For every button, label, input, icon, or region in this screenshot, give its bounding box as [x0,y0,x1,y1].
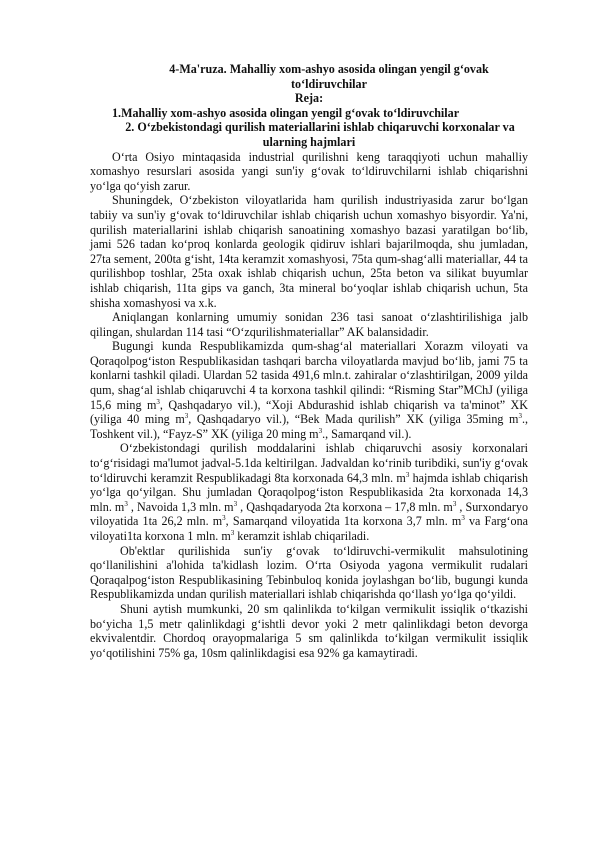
superscript-cubic: 3 [156,397,160,406]
paragraph-6: Ob'ektlar qurilishida sun'iy g‘ovak to‘ldiruvchi-vermikulit mahsulotining qo‘llanilishini a'lohida ta'kidlash lozim. O‘rta Osiyoda yagona vermikulit rudalari Qoraqalpog‘iston Respublikasining Tebinbuloq konida joylashgan bo‘lib, bugungi kunda Respublikamizda undan qurilish materiallari ishlab chiqarishda qo‘llash yo‘lga qo‘yildi. [90,543,528,602]
paragraph-5-part-g: va Farg‘ona viloyati1ta korxona 1 mln. m [90,514,528,543]
superscript-cubic: 3 [452,499,457,508]
paragraph-5-part-a: O‘zbekistondagi qurilish moddalarini ishlab chiqaruvchi asosiy korxonalari to‘g‘risidagi ma'lumot jadval-5.1da keltirilgan. Jadvaldan ko‘rinib turibdiki, sun'iy g‘ovak to‘ldiruvchi keramzit Respublikadagi 8ta korxonada 64,3 mln. m [90,441,528,485]
paragraph-2: Shuningdek, O‘zbekiston viloyatlarida ham qurilish industriyasida zarur bo‘lgan tabiiy va sun'iy g‘ovak to‘ldiruvchilar ishlab chiqarish uchun xomashyo bisyordir. Ya'ni, qurilish materiallarini ishlab chiqarish sanoatining xomashyo bazasi yaratilgan bo‘lib, jami 526 tadan ko‘proq konlarda geologik qidiruv ishlari bajarilmoqda, shu jumladan, 27ta sement, 200ta g‘isht, 14ta keramzit xomashyosi, 75ta qum-shag‘alli materiallar, 44 ta qurilishbop toshlar, 25ta oxak ishlab chiqarish uchun, 25ta beton va silikat buyumlar ishlab chiqarish, 11ta gips va ganch, 3ta mineral bo‘yoqlar ishlab chiqarish uchun, 5ta shisha xomashyosi va x.k. [90,193,528,310]
paragraph-5-part-c: , Navoida 1,3 mln. m [127,499,234,514]
paragraph-4-part-a: Bugungi kunda Respublikamizda qum-shag‘al materiallari Xorazm viloyati va Qoraqolpog‘iston Respublikasidan tashqari barcha viloyatlarda mavjud bo‘lib, jami 75 ta konlarni tashkil qiladi. Ulardan 52 tasida 491,6 mln.t. zahiralar o‘zlashtirilgan, 2009 yilda qum, shag‘al ishlab chiqaruvchi 4 ta korxona tashkil qilindi: “Risming Star”MChJ (yiliga 15,6 ming m [90,339,528,412]
paragraph-5-part-f: , Samarqand viloyatida 1ta korxona 3,7 mln. m [225,514,462,529]
paragraph-5 [90,441,528,543]
superscript-cubic: 3 [184,412,189,421]
superscript-cubic: 3 [222,514,226,523]
superscript-cubic: 3 [233,499,238,508]
paragraph-4-part-d: ., Toshkent vil.), “Fayz-S” XK (yiliga 20 ming m [90,412,528,441]
paragraph-7: Shuni aytish mumkunki, 20 sm qalinlikda to‘kilgan vermikulit issiqlik o‘tkazishi bo‘yicha 1,5 metr qalinlikdagi g‘ishtli devor yoki 2 metr qalinlikdagi beton devorga ekvivalentdir. Chordoq orayopmalariga 5 sm qalinlikda to‘kilgan vermikulit issiqlik yo‘qotilishini 75% ga, 10sm qalinlikdagisi esa 92% ga kamaytiradi. [90,601,528,660]
lecture-title: 4-Ma'ruza. Mahalliy xom-ashyo asosida olingan yengil g‘ovak to‘ldiruvchilar [169,62,489,91]
superscript-cubic: 3 [124,499,128,508]
superscript-cubic: 3 [405,470,410,479]
paragraph-5-part-d: , Qashqadaryoda 2ta korxona – 17,8 mln. m [237,499,453,514]
paragraph-5-part-b: hajmda ishlab chiqarish yo‘lga qo‘yilgan. Shu jumladan Qoraqolpog‘iston Respublikasida 2ta korxonada 14,3 mln. m [90,470,529,514]
plan-item-2: 2. O‘zbekistondagi qurilish materiallarini ishlab chiqaruvchi korxonalar va ularning hajmlari [125,120,515,149]
superscript-cubic: 3 [461,514,465,523]
paragraph-5-part-e: , Surxondaryo viloyatida 1ta 26,2 mln. m [90,499,529,529]
paragraph-1: O‘rta Osiyo mintaqasida industrial qurilishni keng taraqqiyoti uchun mahalliy xomashyo resurslari asosida yangi sun'iy g‘ovak to‘ldiruvchilarni ishlab chiqarishni yo‘lga qo‘yish zarur. [90,149,528,193]
superscript-cubic: 3 [230,528,235,537]
paragraph-5-part-h: keramzit ishlab chiqariladi. [234,529,370,543]
paragraph-4-part-e: ., Samarqand vil.). [322,426,412,441]
lecture-page [90,62,528,660]
paragraph-4-part-c: , Qashqadaryo vil.), “Bek Mada qurilish” XK (yiliga 35ming m [188,412,519,427]
superscript-cubic: 3 [518,412,522,421]
paragraph-4-part-b: , Qashqadaryo vil.), “Xoji Abdurashid ishlab chiqarish va ta'minot” XK (yiliga 40 ming m [90,397,528,427]
paragraph-4 [90,339,528,441]
plan-item-1: 1.Mahalliy xom-ashyo asosida olingan yengil g‘ovak to‘ldiruvchilar [112,105,460,120]
superscript-cubic: 3 [318,426,323,435]
paragraph-3: Aniqlangan konlarning umumiy sonidan 236 tasi sanoat o‘zlashtirilishiga jalb qilingan, shulardan 114 tasi “O‘zqurilishmateriallar” AK balansidadir. [90,310,528,339]
plan-heading: Reja: [294,91,324,106]
